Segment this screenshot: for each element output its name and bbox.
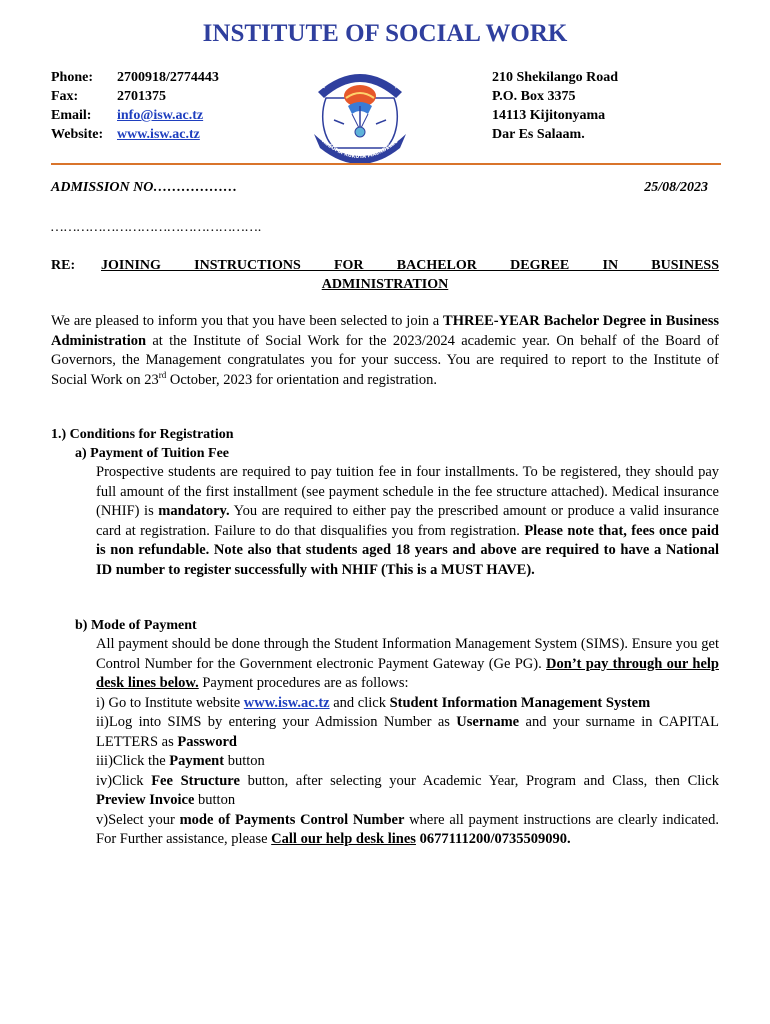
phone-value: 2700918/2774443 — [117, 70, 219, 85]
step-text: and your surname in CAPITAL LETTERS as — [96, 714, 719, 750]
email-link[interactable]: info@isw.ac.tz — [117, 108, 204, 123]
institute-logo — [300, 48, 420, 174]
tuition-text: You are required to either pay the prescribed amount or produce a valid insurance card at registration. Failure to do that disqualifies you from registration. — [96, 503, 719, 539]
step-text: where all payment instructions are clearly indicated. For Further assistance, please — [96, 811, 719, 847]
step-bold: mode of Payments Control Number — [179, 811, 405, 828]
fax-value: 2701375 — [117, 89, 166, 104]
helpdesk-warning: Don’t pay through our help desk lines below. — [96, 655, 719, 691]
website-link-step[interactable]: www.isw.ac.tz — [243, 694, 330, 711]
step-text: and click — [329, 694, 390, 711]
address-block — [492, 68, 618, 144]
address-line: 14113 Kijitonyama — [492, 108, 606, 123]
step-4 — [96, 772, 719, 811]
logo-bottom-text: KUSOMA KUKUTA MAENDELEO — [320, 138, 400, 161]
institute-title: INSTITUTE OF SOCIAL WORK — [202, 20, 568, 47]
step-1 — [96, 694, 719, 714]
header-divider — [51, 163, 721, 165]
intro-program: THREE-YEAR Bachelor Degree in Business Administration — [51, 313, 719, 349]
contact-block — [51, 68, 219, 144]
recipient-name-placeholder: …………………………………………. — [51, 220, 263, 235]
subject-text-continued: ADMINISTRATION — [321, 277, 449, 292]
fax-label: Fax: — [51, 89, 79, 104]
letter-date: 25/08/2023 — [644, 180, 708, 195]
step-5 — [96, 811, 719, 850]
step-bold: Preview Invoice — [96, 792, 195, 808]
payment-intro — [96, 635, 719, 694]
intro-text: We are pleased to inform you that you have been selected to join a — [51, 313, 444, 329]
step-bold: Payment — [169, 753, 225, 769]
mandatory-text: mandatory. — [158, 503, 230, 519]
step-text: ii)Log into SIMS by entering your Admission Number as — [96, 714, 457, 730]
payment-instructions — [96, 635, 719, 850]
payment-text: Payment procedures are as follows: — [198, 675, 409, 691]
helpdesk-call: Call our help desk lines — [271, 831, 416, 847]
intro-text: at the Institute of Social Work for the 2023/2024 academic year. On behalf of the Board of Governors, the Management congratulates you for your success. You are required to report to the Institute of Social Work on 23 — [51, 332, 719, 388]
admission-number: ADMISSION NO……………… — [51, 180, 238, 195]
step-text: iii)Click the — [96, 753, 170, 769]
address-line: P.O. Box 3375 — [492, 89, 576, 104]
step-bold: Username — [456, 714, 520, 730]
website-link[interactable]: www.isw.ac.tz — [117, 127, 200, 142]
intro-text: October, 2023 for orientation and registration. — [166, 371, 438, 388]
subheading-tuition-fee: a) Payment of Tuition Fee — [75, 446, 229, 461]
step-text: button — [224, 753, 265, 769]
payment-text: All payment should be done through the Student Information Management System (SIMS). Ensure you get Control Number for the Government electronic Payment Gateway (Ge PG). — [96, 636, 719, 672]
subject-text: JOINING INSTRUCTIONS FOR BACHELOR DEGREE IN BUSINESS — [101, 258, 719, 273]
email-label: Email: — [51, 108, 92, 123]
phone-label: Phone: — [51, 70, 93, 85]
step-bold: Student Information Management System — [389, 694, 651, 711]
step-2 — [96, 713, 719, 752]
step-text: iv)Click — [96, 772, 152, 789]
helpdesk-phone: 0677111200/0735509090. — [415, 831, 571, 847]
intro-superscript: rd — [158, 369, 167, 380]
website-label: Website: — [51, 127, 104, 142]
step-bold: Password — [177, 733, 237, 750]
tuition-fee-paragraph — [96, 463, 719, 580]
subject-label: RE: — [51, 258, 76, 273]
step-3 — [96, 752, 719, 772]
tuition-text: Prospective students are required to pay tuition fee in four installments. To be registered, they should pay full amount of the first installment (see payment schedule in the fee structure attached). Medical insurance (NHIF) is — [96, 464, 719, 519]
section-heading-conditions: 1.) Conditions for Registration — [51, 427, 234, 442]
refund-note: Please note that, fees once paid is non refundable. Note also that students aged 18 years and above are required to have a National ID number to register successfully with NHIF (This is a MUST HAVE). — [96, 522, 719, 578]
step-bold: Fee Structure — [151, 772, 240, 789]
address-line: 210 Shekilango Road — [492, 70, 619, 85]
subheading-mode-of-payment: b) Mode of Payment — [75, 618, 197, 633]
step-text: i) Go to Institute website — [96, 694, 244, 711]
step-text: button, after selecting your Academic Year, Program and Class, then Click — [239, 772, 719, 789]
intro-paragraph — [51, 312, 719, 390]
step-text: button — [194, 792, 236, 808]
address-line: Dar Es Salaam. — [492, 127, 585, 142]
step-text: v)Select your — [96, 811, 180, 828]
logo-top-text: INSTITUTE OF SOCIAL WORK — [320, 62, 400, 90]
